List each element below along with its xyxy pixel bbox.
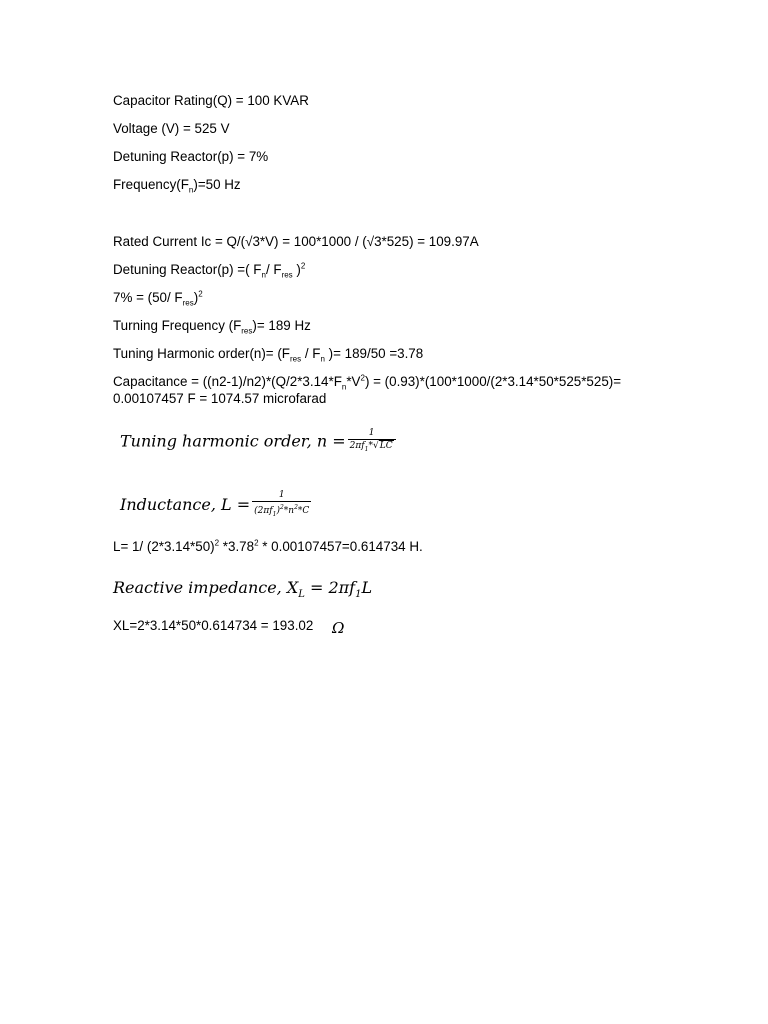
detuning-formula-close: ): [292, 262, 301, 277]
harmonic-order-suffix: )= 189/50 =3.78: [324, 346, 424, 361]
capacitance-part-a: Capacitance = ((n2-1)/n2)*(Q/2*3.14*F: [113, 374, 342, 389]
inductance-calc-sup2: 2: [254, 538, 259, 548]
capacitance-sup: 2: [360, 373, 365, 383]
capacitance-part-b: *V: [346, 374, 361, 389]
inductance-den-sup2: 2: [294, 504, 298, 511]
tuning-frequency-sub: res: [241, 326, 253, 336]
capacitance-sub: n: [341, 382, 347, 392]
harmonic-order-line: [113, 346, 423, 362]
harmonic-den-lc: LC: [379, 441, 393, 451]
frequency-prefix: Frequency(F: [113, 177, 189, 192]
seven-percent-prefix: 7% = (50/ F: [113, 290, 183, 305]
seven-percent-sub: res: [182, 298, 194, 308]
inductance-calc-line: [113, 539, 423, 555]
harmonic-order-formula: [120, 428, 396, 456]
inductance-den-b: ): [276, 506, 280, 516]
harmonic-order-mid: / F: [301, 346, 321, 361]
reactive-formula-sub: L: [298, 589, 305, 601]
inductance-formula-numerator: 1: [252, 490, 311, 502]
reactive-formula-label: Reactive impedance, X: [113, 578, 299, 597]
capacitance-result-line: 0.00107457 F = 1074.57 microfarad: [113, 391, 327, 406]
reactance-calc-line: XL=2*3.14*50*0.614734 = 193.02: [113, 618, 314, 633]
harmonic-den-prefix: 2πf: [349, 441, 365, 451]
harmonic-den-sqrt: √: [372, 441, 379, 451]
harmonic-order-sub-res: res: [290, 354, 302, 364]
inductance-calc-suffix: * 0.00107457=0.614734 H.: [258, 539, 423, 554]
inductance-den-sub: 1: [272, 510, 277, 518]
inductance-formula: [120, 490, 311, 521]
ohm-symbol: Ω: [332, 619, 345, 637]
reactive-formula-sub2: 1: [355, 589, 362, 601]
voltage-line: Voltage (V) = 525 V: [113, 121, 230, 136]
detuning-formula-mid: / F: [265, 262, 282, 277]
harmonic-formula-label: Tuning harmonic order, n =: [120, 431, 346, 451]
frequency-line: [113, 177, 241, 193]
inductance-den-d: *C: [297, 506, 310, 516]
detuning-formula-sup: 2: [300, 261, 306, 271]
tuning-frequency-line: [113, 318, 311, 334]
detuning-formula-sub-res: res: [281, 270, 293, 280]
reactive-formula-end: L: [361, 578, 373, 597]
detuning-reactor-line: Detuning Reactor(p) = 7%: [113, 149, 269, 164]
detuning-formula-prefix: Detuning Reactor(p) =( F: [113, 262, 262, 277]
seven-percent-sup: 2: [198, 289, 203, 299]
harmonic-formula-numerator: 1: [348, 428, 396, 440]
reactive-impedance-formula: [113, 578, 372, 600]
tuning-frequency-prefix: Turning Frequency (F: [113, 318, 242, 333]
reactive-formula-eq: = 2πf: [304, 578, 356, 597]
seven-percent-close: ): [193, 290, 199, 305]
tuning-frequency-suffix: )= 189 Hz: [252, 318, 311, 333]
inductance-calc-mid: *3.78: [219, 539, 255, 554]
harmonic-order-prefix: Tuning Harmonic order(n)= (F: [113, 346, 290, 361]
detuning-formula-line: [113, 262, 305, 278]
frequency-sub: n: [188, 185, 194, 195]
detuning-formula-sub-n: n: [261, 270, 266, 280]
harmonic-den-sub: 1: [364, 445, 369, 453]
inductance-den-sup1: 2: [279, 504, 284, 511]
seven-percent-line: [113, 290, 203, 306]
capacitor-rating-line: Capacitor Rating(Q) = 100 KVAR: [113, 93, 309, 108]
capacitance-part-c: ) = (0.93)*(100*1000/(2*3.14*50*525*525)=: [364, 374, 622, 389]
harmonic-formula-denominator: [348, 440, 396, 456]
inductance-formula-denominator: [252, 502, 311, 521]
harmonic-formula-fraction: [348, 428, 396, 456]
inductance-formula-fraction: [252, 490, 311, 521]
inductance-den-a: (2πf: [254, 506, 273, 516]
inductance-calc-sup1: 2: [214, 538, 220, 548]
capacitance-line: [113, 374, 621, 390]
frequency-suffix: )=50 Hz: [193, 177, 241, 192]
inductance-den-c: *n: [283, 506, 295, 516]
rated-current-line: Rated Current Ic = Q/(√3*V) = 100*1000 / (√3*525) = 109.97A: [113, 234, 479, 249]
inductance-formula-label: Inductance, L =: [120, 494, 251, 514]
inductance-calc-prefix: L= 1/ (2*3.14*50): [113, 539, 215, 554]
harmonic-order-sub-n: n: [320, 354, 325, 364]
harmonic-den-mid: *: [368, 441, 373, 451]
